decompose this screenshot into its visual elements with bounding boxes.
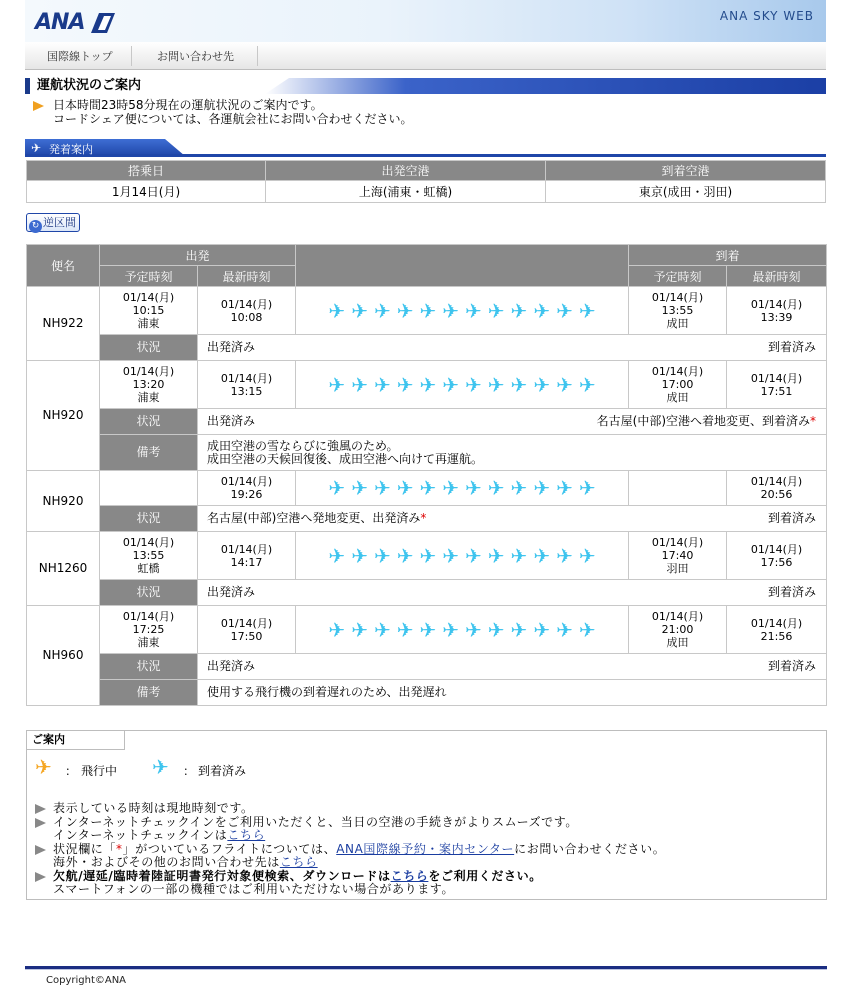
guide-item — [35, 802, 254, 815]
flight-progress — [296, 287, 629, 335]
time: 17:25 — [132, 623, 165, 636]
guide-text-post: をご利用ください。 — [428, 869, 542, 883]
header-arrival: 到着 — [629, 245, 827, 266]
date: 01/14(月) — [122, 291, 175, 304]
overseas-contact-link[interactable]: こちら — [279, 855, 318, 869]
arr-scheduled — [629, 361, 727, 409]
flight-number: NH960 — [27, 606, 100, 706]
asterisk-mark: * — [420, 511, 427, 525]
header-boarding-date: 搭乗日 — [27, 161, 266, 181]
guide-text-post: にお問い合わせください。 — [514, 842, 666, 856]
airplane-arrived-icon: ✈ — [419, 543, 437, 568]
airplane-arrived-icon: ✈ — [419, 372, 437, 397]
guidance-box — [26, 730, 827, 900]
airplane-arrived-icon: ✈ — [351, 617, 368, 642]
airplane-arrived-icon: ✈ — [465, 372, 482, 397]
flight-row — [27, 287, 827, 335]
arr-latest — [727, 287, 827, 335]
status-row — [27, 580, 827, 606]
arr-latest — [727, 606, 827, 654]
tab-underline — [25, 154, 826, 157]
ana-logo-stripe-icon — [91, 13, 115, 33]
time: 17:56 — [760, 555, 793, 569]
flight-number: NH1260 — [27, 532, 100, 606]
flight-progress — [296, 361, 629, 409]
airplane-arrived-icon: ✈ — [578, 543, 596, 568]
airplane-arrived-icon: ✈ — [328, 372, 346, 397]
date: 01/14(月) — [750, 475, 803, 488]
time: 17:51 — [760, 384, 793, 398]
certificate-link[interactable]: こちら — [390, 869, 429, 883]
ana-logo[interactable]: ANA — [35, 10, 85, 35]
date: 01/14(月) — [220, 542, 273, 556]
airplane-arrived-icon: ✈ — [578, 476, 596, 500]
dep-latest — [198, 361, 296, 409]
asterisk-mark: * — [116, 842, 123, 856]
guide-item — [35, 816, 578, 842]
airport: 虹橋 — [137, 562, 160, 575]
time: 19:26 — [230, 488, 263, 501]
progress-planes — [296, 372, 628, 397]
airplane-arrived-icon: ✈ — [510, 617, 528, 642]
legend-arrived-label: 到着済み — [198, 764, 247, 778]
checkin-link[interactable]: こちら — [227, 828, 266, 842]
airplane-arrived-icon: ✈ — [152, 755, 169, 779]
airport: 浦東 — [137, 317, 160, 330]
date: 01/14(月) — [651, 291, 704, 304]
departure-status: 出発済み — [207, 340, 256, 354]
time: 10:08 — [230, 310, 263, 324]
reservation-center-link[interactable]: ANA国際線予約・案内センター — [336, 842, 515, 856]
arrow-right-icon — [35, 845, 46, 855]
airplane-arrived-icon: ✈ — [373, 476, 391, 500]
time: 20:56 — [760, 488, 793, 501]
flight-progress — [296, 606, 629, 654]
arrival-airport: 東京(成田・羽田) — [546, 181, 826, 203]
remarks-row — [27, 435, 827, 471]
date: 01/14(月) — [220, 297, 273, 311]
guide-item — [35, 870, 542, 896]
time: 17:00 — [661, 378, 694, 391]
legend-colon: ： — [183, 764, 196, 778]
date: 01/14(月) — [651, 610, 704, 623]
guide-text-pre: インターネットチェックインは — [53, 828, 228, 842]
guide-text: 表示している時刻は現地時刻です。 — [53, 801, 254, 815]
status-label: 状況 — [100, 409, 198, 435]
airplane-arrived-icon: ✈ — [556, 476, 573, 500]
arrival-status: 到着済み — [768, 511, 817, 525]
header-arr-latest: 最新時刻 — [727, 266, 827, 287]
date: 01/14(月) — [220, 475, 273, 488]
nav-contact[interactable]: お問い合わせ先 — [157, 50, 234, 63]
time: 17:40 — [661, 549, 694, 562]
flight-progress — [296, 532, 629, 580]
departure-status: 出発済み — [207, 659, 256, 673]
flight-row — [27, 532, 827, 580]
notice — [33, 98, 413, 126]
dep-scheduled — [100, 606, 198, 654]
airplane-arrived-icon: ✈ — [351, 298, 368, 323]
status-label: 状況 — [100, 654, 198, 680]
airplane-in-flight-icon: ✈ — [35, 755, 52, 779]
date: 01/14(月) — [122, 536, 175, 549]
airplane-arrived-icon: ✈ — [328, 543, 346, 568]
header-dep-scheduled: 予定時刻 — [100, 266, 198, 287]
remarks-text — [198, 435, 827, 471]
departure-status: 出発済み — [207, 414, 256, 428]
airplane-arrived-icon: ✈ — [373, 543, 391, 568]
arr-scheduled — [629, 532, 727, 580]
guide-text-line2: スマートフォンの一部の機種ではご利用いただけない場合があります。 — [53, 882, 455, 896]
date: 01/14(月) — [122, 610, 175, 623]
flight-number: NH920 — [27, 471, 100, 532]
date: 01/14(月) — [651, 365, 704, 378]
search-summary-table — [26, 160, 826, 203]
dep-latest — [198, 532, 296, 580]
progress-planes — [296, 617, 628, 642]
guide-text-mid: 」がついているフライトについては、 — [122, 842, 337, 856]
remark-line: 成田空港の天候回復後、成田空港へ向けて再運航。 — [207, 451, 484, 466]
dep-scheduled — [100, 361, 198, 409]
airplane-arrived-icon: ✈ — [465, 543, 482, 568]
flight-status-table — [26, 244, 827, 706]
status-row — [27, 506, 827, 532]
airport: 浦東 — [137, 636, 160, 649]
asterisk-mark: * — [810, 414, 817, 428]
header-departure: 出発 — [100, 245, 296, 266]
progress-planes — [296, 478, 628, 498]
airplane-arrived-icon: ✈ — [442, 617, 460, 642]
header-progress — [296, 245, 629, 287]
dep-latest — [198, 287, 296, 335]
remarks-label: 備考 — [100, 680, 198, 706]
dep-scheduled — [100, 287, 198, 335]
status-text — [198, 654, 827, 680]
airplane-arrived-icon: ✈ — [442, 298, 460, 323]
date: 01/14(月) — [122, 365, 175, 378]
notice-line: コードシェア便については、各運航会社にお問い合わせください。 — [53, 112, 413, 126]
airplane-arrived-icon: ✈ — [419, 298, 437, 323]
date: 01/14(月) — [220, 371, 273, 385]
guide-text-pre: 状況欄に「 — [53, 842, 117, 856]
status-row — [27, 335, 827, 361]
time: 13:55 — [132, 549, 165, 562]
guide-text-line2 — [53, 856, 665, 869]
airplane-arrived-icon: ✈ — [487, 372, 505, 397]
airplane-arrived-icon: ✈ — [328, 476, 346, 500]
arr-latest — [727, 532, 827, 580]
airport: 成田 — [666, 636, 689, 649]
airplane-arrived-icon: ✈ — [533, 617, 551, 642]
footer-divider — [25, 969, 827, 970]
airplane-arrived-icon: ✈ — [373, 617, 391, 642]
status-text — [198, 409, 827, 435]
section-title — [25, 78, 826, 94]
departure-airport: 上海(浦東・虹橋) — [266, 181, 546, 203]
airport: 成田 — [666, 391, 689, 404]
flight-row — [27, 361, 827, 409]
time: 21:00 — [661, 623, 694, 636]
airplane-arrived-icon: ✈ — [556, 617, 573, 642]
remarks-row — [27, 680, 827, 706]
nav-intl-top[interactable]: 国際線トップ — [47, 50, 113, 63]
airplane-arrived-icon: ✈ — [578, 617, 596, 642]
airplane-arrived-icon: ✈ — [487, 617, 505, 642]
airplane-arrived-icon: ✈ — [556, 298, 573, 323]
airplane-arrived-icon: ✈ — [419, 476, 437, 500]
page-title: 運航状況のご案内 — [37, 78, 142, 93]
airplane-arrived-icon: ✈ — [578, 298, 596, 323]
airplane-arrived-icon: ✈ — [351, 543, 368, 568]
status-label: 状況 — [100, 580, 198, 606]
airplane-arrived-icon: ✈ — [510, 372, 528, 397]
nav-divider — [131, 46, 132, 66]
airplane-arrived-icon: ✈ — [373, 372, 391, 397]
time: 13:55 — [661, 304, 694, 317]
nav-divider — [257, 46, 258, 66]
nav-bar — [25, 42, 826, 70]
airplane-arrived-icon: ✈ — [442, 476, 460, 500]
arrival-status: 到着済み — [768, 340, 817, 354]
reverse-route-button[interactable] — [26, 213, 80, 232]
arrival-status-text: 名古屋(中部)空港へ着地変更、到着済み — [596, 414, 811, 428]
arr-scheduled — [629, 606, 727, 654]
airplane-arrived-icon: ✈ — [396, 617, 414, 642]
date: 01/14(月) — [750, 542, 803, 556]
status-text — [198, 580, 827, 606]
airplane-arrived-icon: ✈ — [442, 372, 460, 397]
airplane-arrived-icon: ✈ — [533, 298, 551, 323]
remark-line: 成田空港の雪ならびに強風のため。 — [207, 438, 399, 453]
guide-text: インターネットチェックインをご利用いただくと、当日の空港の手続きがよりスムーズです。 — [53, 815, 579, 829]
title-stripe — [265, 78, 826, 94]
airplane-arrived-icon: ✈ — [396, 476, 414, 500]
date: 01/14(月) — [651, 536, 704, 549]
date: 01/14(月) — [220, 616, 273, 630]
airplane-arrived-icon: ✈ — [396, 372, 414, 397]
arr-scheduled — [629, 471, 727, 506]
airplane-arrived-icon: ✈ — [328, 298, 346, 323]
arrow-right-icon — [33, 101, 44, 111]
dep-scheduled — [100, 532, 198, 580]
arr-scheduled — [629, 287, 727, 335]
header-dep-latest: 最新時刻 — [198, 266, 296, 287]
airplane-arrived-icon: ✈ — [487, 543, 505, 568]
airplane-arrived-icon: ✈ — [556, 372, 573, 397]
airplane-arrived-icon: ✈ — [578, 372, 596, 397]
title-bar — [25, 78, 30, 94]
status-text — [198, 335, 827, 361]
notice-line: 日本時間23時58分現在の運航状況のご案内です。 — [53, 98, 323, 112]
arr-latest — [727, 471, 827, 506]
airplane-icon: ✈ — [31, 141, 42, 155]
airplane-arrived-icon: ✈ — [487, 298, 505, 323]
airplane-arrived-icon: ✈ — [328, 617, 346, 642]
airport: 成田 — [666, 317, 689, 330]
status-text — [198, 506, 827, 532]
time: 13:20 — [132, 378, 165, 391]
header-arr-scheduled: 予定時刻 — [629, 266, 727, 287]
remarks-label: 備考 — [100, 435, 198, 471]
status-row — [27, 409, 827, 435]
date: 01/14(月) — [750, 297, 803, 311]
flight-row — [27, 606, 827, 654]
reverse-route-label: 逆区間 — [43, 216, 76, 229]
airplane-arrived-icon: ✈ — [465, 298, 482, 323]
airplane-arrived-icon: ✈ — [465, 617, 482, 642]
time: 13:15 — [230, 384, 263, 398]
time: 13:39 — [760, 310, 793, 324]
guidance-title: ご案内 — [27, 731, 125, 750]
flight-progress — [296, 471, 629, 506]
status-label: 状況 — [100, 335, 198, 361]
airplane-arrived-icon: ✈ — [351, 372, 368, 397]
site-header — [25, 0, 826, 70]
status-label: 状況 — [100, 506, 198, 532]
guide-text-pre: 欠航/遅延/臨時着陸証明書発行対象便検索、ダウンロードは — [53, 869, 391, 883]
airplane-arrived-icon: ✈ — [487, 476, 505, 500]
guide-text-line2 — [53, 829, 578, 842]
header-arrival-airport: 到着空港 — [546, 161, 826, 181]
header-departure-airport: 出発空港 — [266, 161, 546, 181]
airport: 羽田 — [666, 562, 689, 575]
arrival-departure-tab — [25, 139, 826, 158]
dep-latest — [198, 606, 296, 654]
arrival-status — [597, 415, 816, 428]
guide-text-pre: 海外・およびその他のお問い合わせ先は — [53, 855, 280, 869]
arrow-right-icon — [35, 872, 46, 882]
flight-row — [27, 471, 827, 506]
airplane-arrived-icon: ✈ — [442, 543, 460, 568]
departure-status: 出発済み — [207, 585, 256, 599]
legend-colon: ： — [65, 764, 78, 778]
legend-in-flight-label: 飛行中 — [81, 764, 118, 778]
date: 01/14(月) — [750, 371, 803, 385]
time: 10:15 — [132, 304, 165, 317]
airplane-arrived-icon: ✈ — [533, 372, 551, 397]
copyright: Copyright©ANA — [46, 975, 127, 986]
airplane-arrived-icon: ✈ — [533, 543, 551, 568]
arrival-status: 到着済み — [768, 585, 817, 599]
refresh-icon: ↻ — [29, 220, 42, 233]
time: 17:50 — [230, 629, 263, 643]
airplane-arrived-icon: ✈ — [556, 543, 573, 568]
dep-scheduled — [100, 471, 198, 506]
time: 21:56 — [760, 629, 793, 643]
airplane-arrived-icon: ✈ — [396, 298, 414, 323]
dep-latest — [198, 471, 296, 506]
airplane-arrived-icon: ✈ — [419, 617, 437, 642]
remarks-text: 使用する飛行機の到着遅れのため、出発遅れ — [198, 680, 827, 706]
airplane-arrived-icon: ✈ — [351, 476, 368, 500]
arrival-status: 到着済み — [768, 659, 817, 673]
arr-latest — [727, 361, 827, 409]
airplane-arrived-icon: ✈ — [373, 298, 391, 323]
header-flight: 便名 — [27, 245, 100, 287]
date: 01/14(月) — [750, 616, 803, 630]
time: 14:17 — [230, 555, 263, 569]
departure-status: 名古屋(中部)空港へ発地変更、出発済み — [207, 511, 421, 525]
airplane-arrived-icon: ✈ — [510, 543, 528, 568]
arrow-right-icon — [35, 804, 46, 814]
airplane-arrived-icon: ✈ — [396, 543, 414, 568]
airport: 浦東 — [137, 391, 160, 404]
header-banner — [25, 0, 826, 42]
airplane-arrived-icon: ✈ — [510, 298, 528, 323]
flight-number: NH920 — [27, 361, 100, 471]
flight-number: NH922 — [27, 287, 100, 361]
tab-label: 発着案内 — [49, 143, 93, 156]
arrow-right-icon — [35, 818, 46, 828]
airplane-arrived-icon: ✈ — [465, 476, 482, 500]
progress-planes — [296, 298, 628, 323]
status-row — [27, 654, 827, 680]
guide-item — [35, 843, 665, 869]
boarding-date: 1月14日(月) — [27, 181, 266, 203]
progress-planes — [296, 543, 628, 568]
airplane-arrived-icon: ✈ — [533, 476, 551, 500]
airplane-arrived-icon: ✈ — [510, 476, 528, 500]
site-name: ANA SKY WEB — [719, 9, 814, 23]
